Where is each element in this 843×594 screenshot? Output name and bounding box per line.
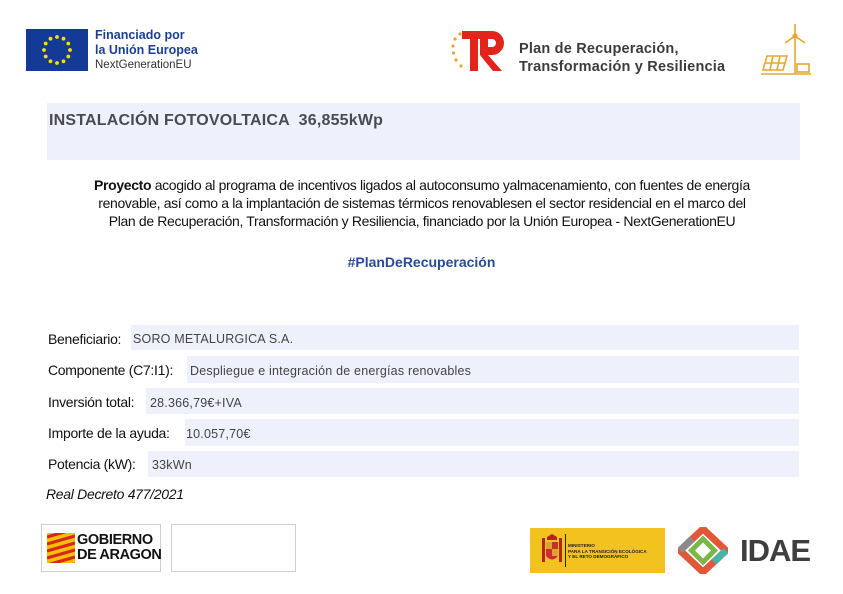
investment-value-band	[146, 388, 799, 414]
beneficiary-value: SORO METALURGICA S.A.	[133, 332, 294, 346]
aragon-government-label	[77, 533, 161, 563]
aragon-line2: DE ARAGON	[77, 547, 162, 563]
component-label: Componente (C7:I1):	[48, 362, 174, 378]
component-value: Despliegue e integración de energías renovables	[190, 364, 472, 378]
plan-hashtag: #PlanDeRecuperación	[347, 254, 496, 270]
eu-funding-label	[95, 28, 198, 73]
investment-label: Inversión total:	[48, 394, 135, 410]
power-label: Potencia (kW):	[48, 456, 136, 472]
idae-label: IDAE	[740, 533, 811, 568]
project-description	[44, 176, 800, 230]
recovery-plan-line2: Transformación y Resiliencia	[519, 59, 726, 75]
ministry-line1: MINISTERIO	[568, 543, 595, 548]
aragon-stripes-icon	[47, 533, 75, 563]
eu-funding-line1: Financiado por	[95, 28, 185, 42]
eu-funding-line3: NextGenerationEU	[95, 59, 192, 71]
eu-flag-icon	[26, 29, 88, 71]
eu-funding-line2: la Unión Europea	[95, 43, 198, 57]
aid-amount-value: 10.057,70€	[186, 427, 251, 441]
beneficiary-label: Beneficiario:	[48, 331, 122, 347]
royal-decree: Real Decreto 477/2021	[46, 486, 184, 502]
recovery-plan-label	[519, 40, 725, 76]
windmill-solar-icon	[757, 22, 813, 78]
recovery-plan-line1: Plan de Recuperación,	[519, 41, 679, 57]
power-value: 33kWn	[152, 458, 192, 472]
ministry-divider	[565, 534, 566, 567]
project-line2: renovable, así como a la implantación de sistemas térmicos renovablesen el sector residencial en el marco del	[98, 195, 746, 211]
aragon-line1: GOBIERNO	[77, 532, 153, 548]
spain-coat-of-arms-icon	[540, 534, 564, 567]
project-lead: Proyecto	[94, 177, 152, 193]
project-line3: Plan de Recuperación, Transformación y Resiliencia, financiado por la Unión Europea - NextGenerationEU	[108, 213, 736, 229]
installation-title: INSTALACIÓN FOTOVOLTAICA 36,855kWp	[49, 112, 384, 129]
idae-logo-icon	[678, 527, 728, 574]
power-value-band	[148, 451, 799, 477]
project-line1: acogido al programa de incentivos ligados al autoconsumo yalmacenamiento, con fuentes de energía	[151, 177, 750, 193]
ministry-label	[568, 543, 647, 560]
aid-amount-value-band	[185, 419, 799, 446]
prtr-logo-icon	[450, 26, 510, 76]
ministry-line3: Y EL RETO DEMOGRÁFICO	[568, 554, 629, 559]
ministry-line2: PARA LA TRANSICIÓN ECOLÓGICA	[568, 548, 647, 554]
aid-amount-label: Importe de la ayuda:	[48, 425, 170, 441]
investment-value: 28.366,79€+IVA	[150, 396, 242, 410]
empty-logo-box	[171, 524, 296, 572]
